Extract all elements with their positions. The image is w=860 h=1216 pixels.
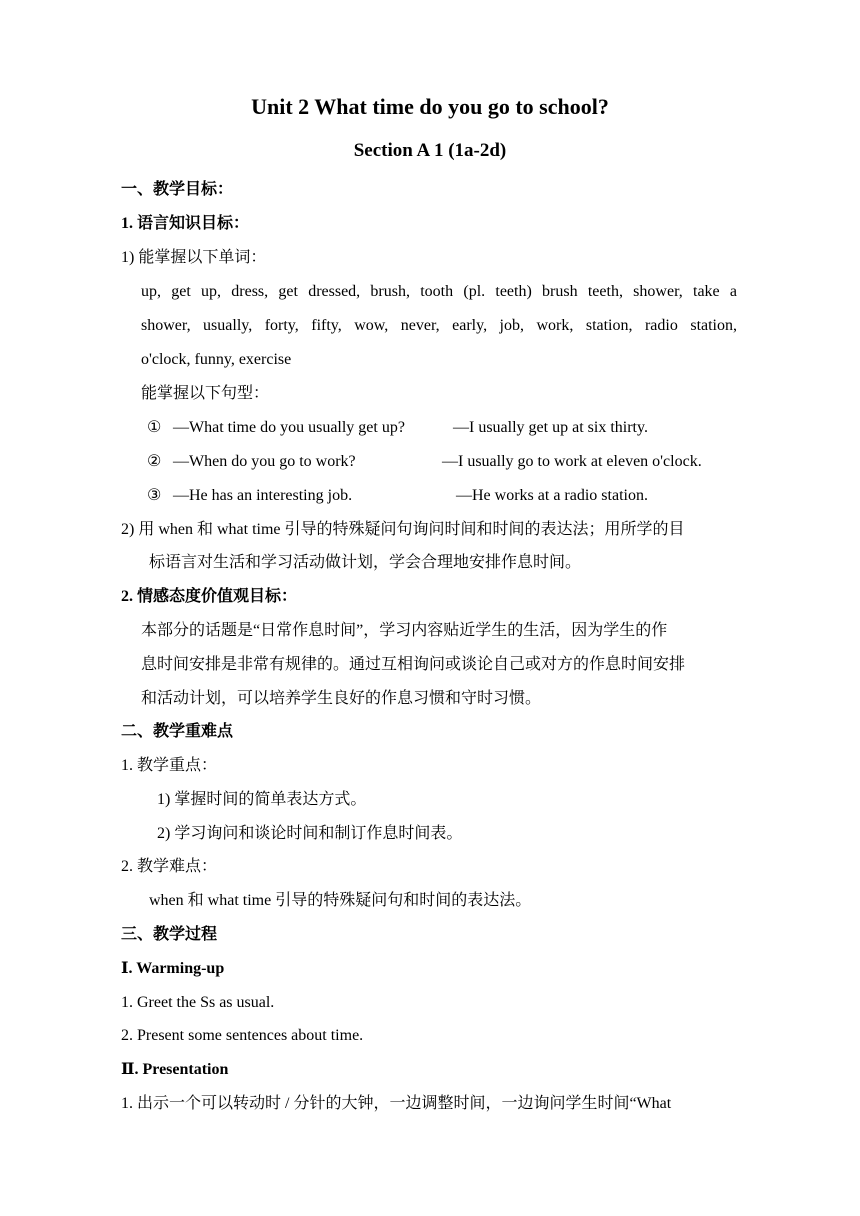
attitude-text-line: 息时间安排是非常有规律的。通过互相询问或谈论自己或对方的作息时间安排 bbox=[141, 656, 686, 673]
sentence-answer: —He works at a radio station. bbox=[456, 487, 648, 504]
sentence-number: ③ bbox=[147, 487, 162, 504]
document-title: Unit 2 What time do you go to school? bbox=[251, 94, 609, 119]
phase-label: Presentation bbox=[142, 1061, 229, 1078]
goal-language-heading: 1. 语言知识目标： bbox=[121, 215, 250, 232]
warmup-item: 2. Present some sentences about time. bbox=[121, 1027, 364, 1044]
keypoint-item: 1) 掌握时间的简单表达方式。 bbox=[157, 791, 367, 808]
section-heading-keypoints: 二、教学重难点 bbox=[121, 723, 234, 740]
difficulty-text: when 和 what time 引导的特殊疑问句和时间的表达法。 bbox=[149, 892, 532, 909]
phase-heading-warmup bbox=[121, 959, 224, 979]
keypoint-item: 2) 学习询问和谈论时间和制订作息时间表。 bbox=[157, 825, 463, 842]
warmup-item: 1. Greet the Ss as usual. bbox=[121, 994, 275, 1011]
sentence-pattern-label: 能掌握以下句型： bbox=[141, 385, 270, 402]
sentence-answer: —I usually go to work at eleven o'clock. bbox=[442, 453, 702, 470]
sentence-number: ② bbox=[147, 453, 162, 470]
sentence-number: ① bbox=[147, 419, 162, 436]
section-heading-process: 三、教学过程 bbox=[121, 926, 218, 943]
sentence-question: —He has an interesting job. bbox=[173, 487, 353, 504]
phase-number: Ⅱ. bbox=[121, 1061, 139, 1078]
phase-number: Ⅰ. bbox=[121, 960, 133, 977]
word-list-line: shower, usually, forty, fifty, wow, never, early, job, work, station, radio station, bbox=[141, 317, 737, 334]
sentence-question: —When do you go to work? bbox=[173, 453, 356, 470]
goal-attitude-heading: 2. 情感态度价值观目标： bbox=[121, 588, 298, 605]
goal-words-heading: 1) 能掌握以下单词： bbox=[121, 249, 267, 266]
sentence-row bbox=[147, 452, 356, 472]
word-list-line: o'clock, funny, exercise bbox=[141, 351, 292, 368]
goal-when-whattime: 2) 用 when 和 what time 引导的特殊疑问句询问时间和时间的表达法；用所学的目 bbox=[121, 521, 685, 538]
attitude-text-line: 本部分的话题是“日常作息时间”，学习内容贴近学生的生活，因为学生的作 bbox=[141, 622, 668, 639]
goal-when-whattime-cont: 标语言对生活和学习活动做计划，学会合理地安排作息时间。 bbox=[149, 554, 582, 571]
sentence-row bbox=[147, 486, 352, 506]
section-heading-objectives: 一、教学目标： bbox=[121, 181, 234, 198]
presentation-item: 1. 出示一个可以转动时 / 分针的大钟，一边调整时间，一边询问学生时间“What bbox=[121, 1095, 672, 1112]
document-subtitle: Section A 1 (1a-2d) bbox=[353, 140, 507, 161]
sentence-answer: —I usually get up at six thirty. bbox=[453, 419, 648, 436]
phase-heading-presentation bbox=[121, 1060, 228, 1080]
phase-label: Warming-up bbox=[136, 960, 225, 977]
sentence-question: —What time do you usually get up? bbox=[173, 419, 405, 436]
keypoint-heading: 1. 教学重点： bbox=[121, 757, 218, 774]
sentence-row bbox=[147, 418, 405, 438]
difficulty-heading: 2. 教学难点： bbox=[121, 858, 218, 875]
word-list-line: up, get up, dress, get dressed, brush, tooth (pl. teeth) brush teeth, shower, take a bbox=[141, 283, 737, 300]
attitude-text-line: 和活动计划，可以培养学生良好的作息习惯和守时习惯。 bbox=[141, 690, 542, 707]
